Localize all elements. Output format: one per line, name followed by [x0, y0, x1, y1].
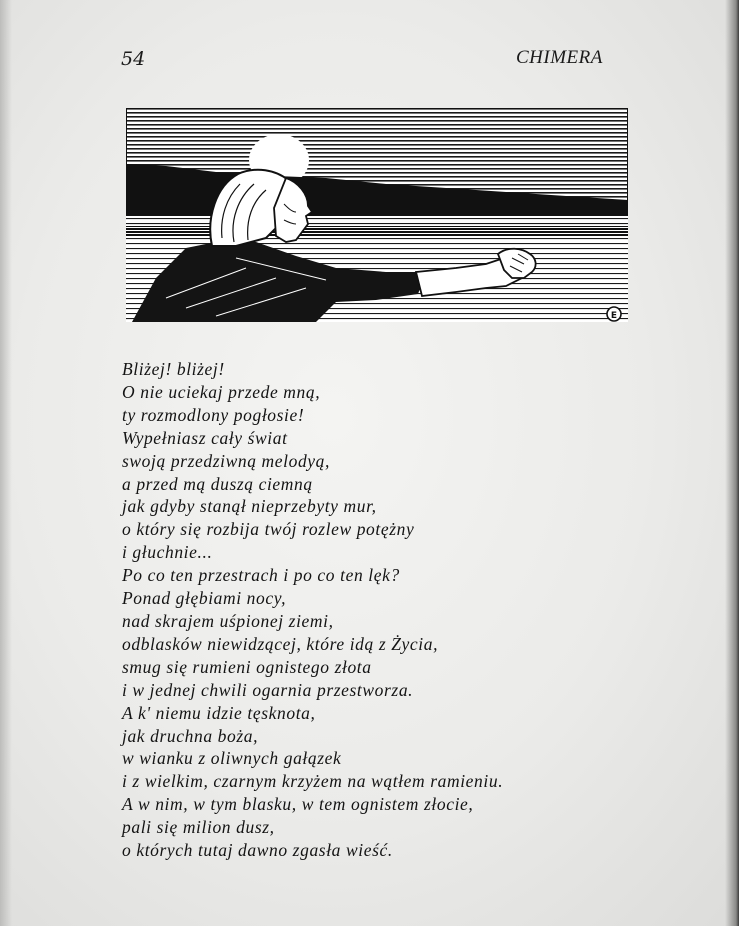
woodcut-illustration — [126, 108, 628, 322]
poem-line: nad skrajem uśpionej ziemi, — [122, 610, 334, 631]
poem-line: Po co ten przestrach i po co ten lęk? — [122, 565, 400, 586]
page-edge-shadow-right — [725, 0, 739, 926]
poem-line: i w jednej chwili ogarnia przestworza. — [122, 679, 414, 700]
poem-line: i głuchnie... — [122, 542, 213, 563]
poem-line: Wypełniasz cały świat — [122, 427, 288, 448]
poem-line: i z wielkim, czarnym krzyżem na wątłem ramieniu. — [122, 771, 504, 792]
poem-line: jak druchna boża, — [122, 725, 259, 746]
page-number: 54 — [121, 48, 146, 70]
poem-line: w wianku z oliwnych gałązek — [122, 748, 342, 769]
poem-body — [122, 358, 592, 862]
poem-line: a przed mą duszą ciemną — [122, 473, 313, 494]
water-reflection — [126, 226, 628, 236]
poem-line: Bliżej! bliżej! — [122, 359, 225, 379]
monogram-letter: E — [610, 311, 618, 321]
poem-line: smug się rumieni ognistego złota — [122, 656, 372, 677]
poem-line: odblasków niewidzącej, które idą z Życia, — [122, 633, 439, 654]
poem-line: pali się milion dusz, — [122, 817, 275, 838]
page-edge-shadow-left — [0, 0, 12, 926]
poem-line: ty rozmodlony pogłosie! — [122, 404, 305, 425]
poem-line: A k' niemu idzie tęsknota, — [122, 702, 316, 723]
poem-line: A w nim, w tym blasku, w tem ognistem złocie, — [122, 794, 474, 815]
poem-line: Ponad głębiami nocy, — [122, 588, 287, 609]
running-head: CHIMERA — [516, 47, 603, 68]
poem-line: o których tutaj dawno zgasła wieść. — [122, 840, 393, 861]
poem-line: o który się rozbija twój rozlew potężny — [122, 519, 415, 540]
poem-line: O nie uciekaj przede mną, — [122, 381, 321, 402]
poem-line: jak gdyby stanął nieprzebyty mur, — [122, 496, 377, 517]
poem-line: swoją przedziwną melodyą, — [122, 450, 330, 471]
